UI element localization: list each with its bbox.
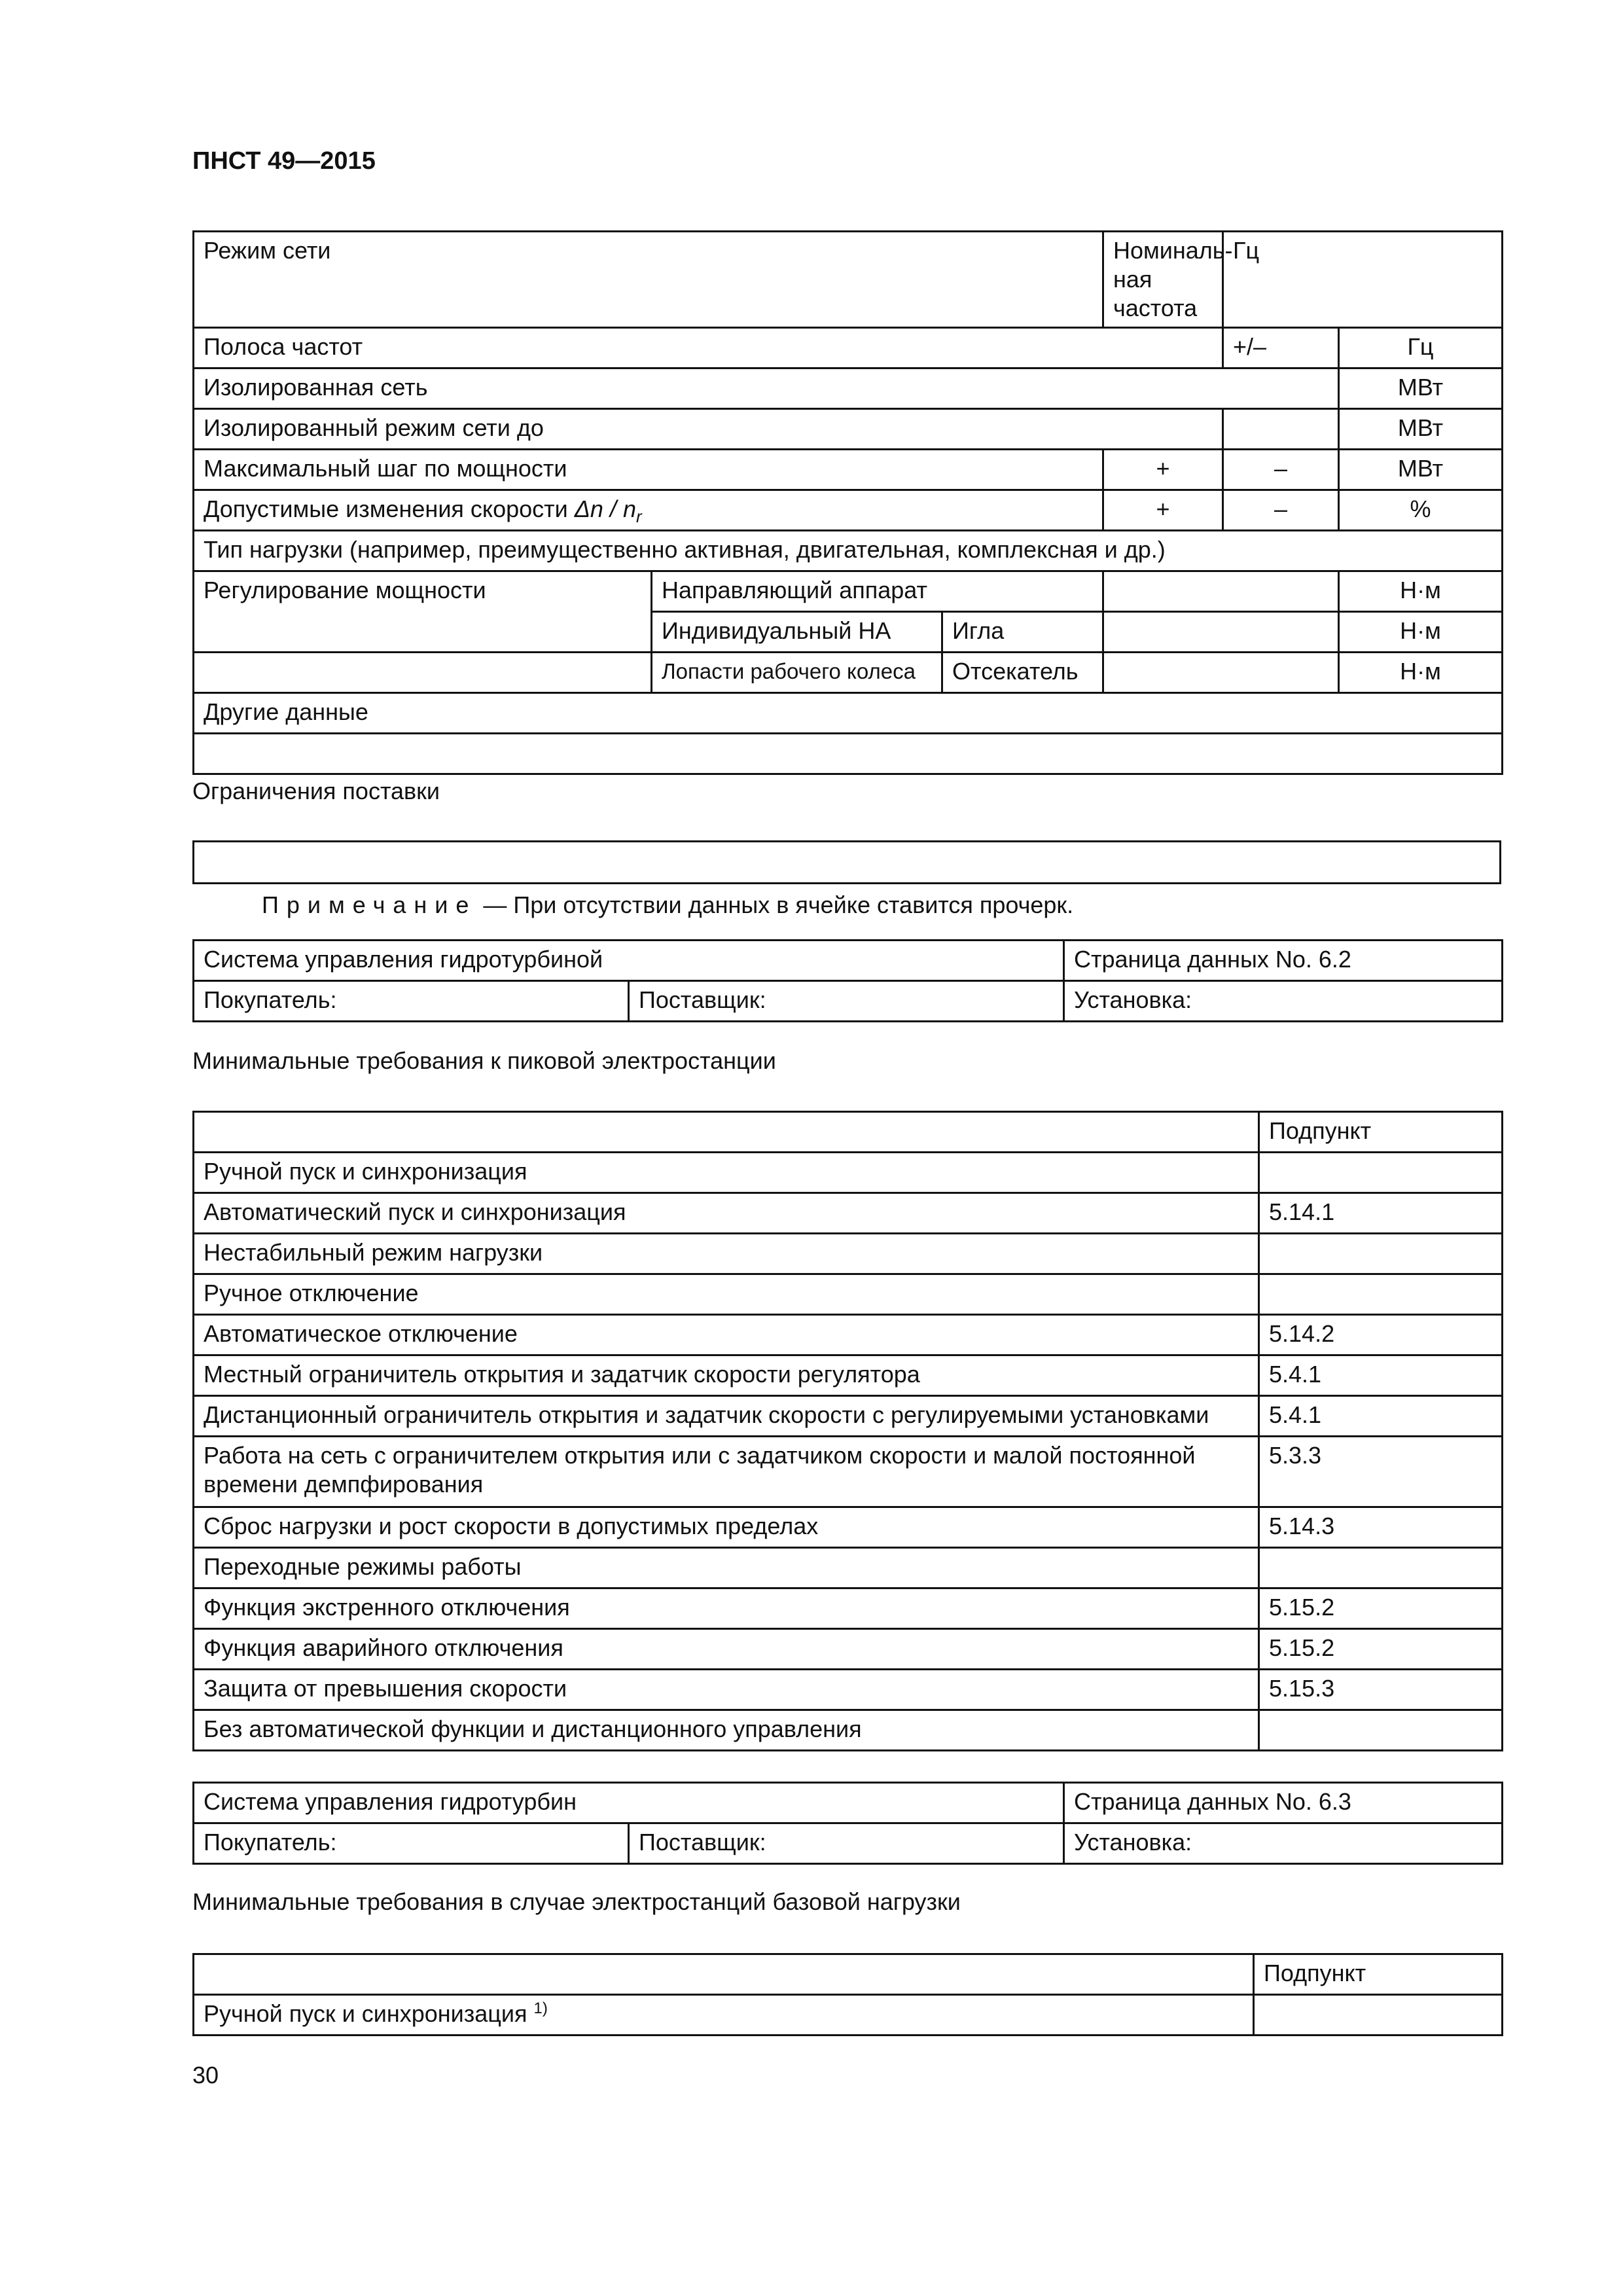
installation-label-1: Установка: — [1064, 981, 1503, 1022]
table-row: Местный ограничитель открытия и задатчик скорости регулятора 5.4.1 — [194, 1355, 1503, 1396]
deflector-unit: Н·м — [1339, 653, 1503, 693]
peak-header-empty — [194, 1112, 1259, 1153]
table-row: Автоматическое отключение 5.14.2 — [194, 1315, 1503, 1355]
data-page-header-1 — [192, 939, 1503, 1022]
other-data-label: Другие данные — [194, 693, 1503, 734]
needle-value — [1103, 612, 1339, 653]
table-row: Работа на сеть с ограничителем открытия или с задатчиком скорости и малой постоянной времени демпфирования 5.3.3 — [194, 1437, 1503, 1507]
buyer-label-1: Покупатель: — [194, 981, 629, 1022]
table-row: Ручное отключение — [194, 1274, 1503, 1315]
data-page-header-2 — [192, 1782, 1503, 1865]
guide-vane-unit: Н·м — [1339, 571, 1503, 612]
table-row: Нестабильный режим нагрузки — [194, 1234, 1503, 1274]
needle-unit: Н·м — [1339, 612, 1503, 653]
frequency-band-label: Полоса частот — [194, 328, 1223, 368]
base-header-empty — [194, 1954, 1254, 1995]
runner-blades-label: Лопасти рабочего колеса — [652, 653, 942, 693]
system-title-2: Система управления гидротурбин — [194, 1783, 1064, 1823]
isolated-mode-unit: МВт — [1339, 409, 1503, 450]
base-row-clause — [1254, 1995, 1503, 2036]
base-load-heading: Минимальные требования в случае электростанций базовой нагрузки — [192, 1888, 961, 1915]
table-row: Без автоматической функции и дистанционного управления — [194, 1710, 1503, 1751]
supply-limits-heading: Ограничения поставки — [192, 778, 440, 804]
table-row: Дистанционный ограничитель открытия и задатчик скорости с регулируемыми установками 5.4.1 — [194, 1396, 1503, 1437]
supply-limits-value — [194, 842, 1501, 884]
base-row-name: Ручной пуск и синхронизация $^{1)}$ — [194, 1995, 1254, 2036]
speed-change-formula: Δn / $n_r$ — [574, 495, 642, 527]
note-text: — При отсутствии данных в ячейке ставится прочерк. — [476, 891, 1074, 918]
other-data-value — [194, 734, 1503, 774]
power-regulation-label: Регулирование мощности — [194, 571, 652, 653]
peak-clause-header: Подпункт — [1259, 1112, 1503, 1153]
max-power-step-plus: + — [1103, 450, 1223, 490]
frequency-band-tolerance: +/– — [1223, 328, 1339, 368]
buyer-label-2: Покупатель: — [194, 1823, 629, 1864]
individual-vane-label: Индивидуальный НА — [652, 612, 942, 653]
speed-change-unit: % — [1339, 490, 1503, 531]
table-row: Сброс нагрузки и рост скорости в допустимых пределах 5.14.3 — [194, 1507, 1503, 1548]
frequency-unit: Гц — [1223, 232, 1503, 328]
network-data-table — [192, 230, 1503, 775]
max-power-step-minus: – — [1223, 450, 1339, 490]
deflector-label: Отсекатель — [942, 653, 1103, 693]
speed-change-plus: + — [1103, 490, 1223, 531]
peak-requirements-table — [192, 1111, 1503, 1751]
base-clause-header: Подпункт — [1254, 1954, 1503, 1995]
max-power-step-unit: МВт — [1339, 450, 1503, 490]
supplier-label-2: Поставщик: — [629, 1823, 1064, 1864]
isolated-mode-value — [1223, 409, 1339, 450]
table-row: Защита от превышения скорости 5.15.3 — [194, 1670, 1503, 1710]
supply-limits-table — [192, 840, 1501, 884]
supplier-label-1: Поставщик: — [629, 981, 1064, 1022]
table-row: Функция экстренного отключения 5.15.2 — [194, 1588, 1503, 1629]
speed-change-label: Допустимые изменения скорости Δn / $n_r$ — [194, 490, 1103, 531]
load-type-label: Тип нагрузки (например, преимущественно активная, двигательная, комплексная и др.) — [194, 531, 1503, 571]
isolated-grid-label: Изолированная сеть — [194, 368, 1339, 409]
data-page-number-2: Страница данных No. 6.3 — [1064, 1783, 1503, 1823]
speed-change-minus: – — [1223, 490, 1339, 531]
data-page-number-1: Страница данных No. 6.2 — [1064, 941, 1503, 981]
page-number: 30 — [192, 2062, 219, 2089]
note — [262, 891, 1073, 919]
guide-vane-label: Направляющий аппарат — [652, 571, 1103, 612]
installation-label-2: Установка: — [1064, 1823, 1503, 1864]
table-row: Автоматический пуск и синхронизация 5.14.1 — [194, 1193, 1503, 1234]
isolated-mode-label: Изолированный режим сети до — [194, 409, 1223, 450]
grid-mode-label: Режим сети — [194, 232, 1103, 328]
table-row — [194, 1995, 1503, 2036]
max-power-step-label: Максимальный шаг по мощности — [194, 450, 1103, 490]
peak-plant-heading: Минимальные требования к пиковой электростанции — [192, 1047, 776, 1074]
document-id: ПНСТ 49—2015 — [192, 147, 376, 175]
isolated-grid-unit: МВт — [1339, 368, 1503, 409]
note-label: Примечание — [262, 891, 477, 918]
table-row: Переходные режимы работы — [194, 1548, 1503, 1588]
regulation-empty-cell — [194, 653, 652, 693]
footnote-marker: 1) — [533, 2000, 548, 2017]
table-row: Функция аварийного отключения 5.15.2 — [194, 1629, 1503, 1670]
frequency-band-unit: Гц — [1339, 328, 1503, 368]
base-requirements-table — [192, 1953, 1503, 2036]
deflector-value — [1103, 653, 1339, 693]
table-row: Ручной пуск и синхронизация — [194, 1153, 1503, 1193]
needle-label: Игла — [942, 612, 1103, 653]
nominal-frequency-label: Номиналь- ная частота — [1103, 232, 1223, 328]
system-title-1: Система управления гидротурбиной — [194, 941, 1064, 981]
guide-vane-value — [1103, 571, 1339, 612]
